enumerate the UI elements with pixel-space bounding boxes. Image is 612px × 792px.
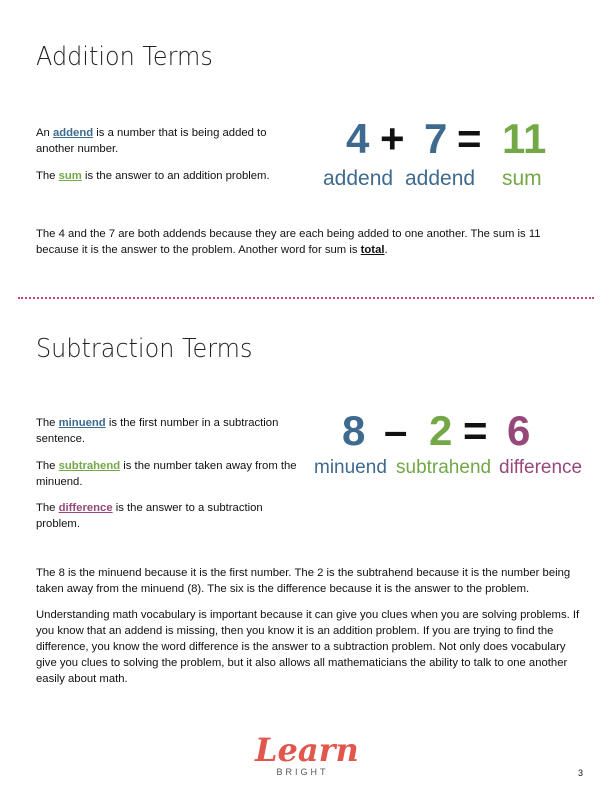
vocabulary-paragraph: Understanding math vocabulary is important because it can give you clues when you are solving problems. If you know that an addend is missing, then you know it is an addition problem. If you are trying to find the difference, you know the word difference is the answer to a subtraction problem. Not only does vocabulary give you clues to solving the problem, but it also allows all mathematicians the ability to talk to one another easily about math. — [36, 609, 580, 685]
addition-title: Addition Terms — [36, 42, 213, 72]
label-difference: difference — [499, 457, 583, 478]
label-minuend: minuend — [314, 457, 387, 478]
sub-eq-a: 8 — [342, 407, 366, 454]
eq-result: 11 — [502, 115, 547, 162]
learn-bright-logo: Learn BRIGHT — [255, 731, 359, 777]
section-divider — [18, 297, 594, 299]
sub-eq-op: – — [384, 407, 408, 454]
eq-op: + — [380, 115, 405, 162]
label-sum: sum — [502, 167, 542, 190]
addend-definition: An addend is a number that is being added to another number. — [36, 127, 267, 155]
subtrahend-definition: The subtrahend is the number taken away from the minuend. — [36, 460, 297, 488]
eq-b: 7 — [424, 115, 448, 162]
page-number: 3 — [578, 768, 584, 778]
difference-definition: The difference is the answer to a subtraction problem. — [36, 502, 263, 530]
label-addend-2: addend — [405, 167, 476, 190]
sub-eq-b: 2 — [429, 407, 453, 454]
subtraction-title: Subtraction Terms — [36, 334, 253, 364]
subtraction-explanation: The 8 is the minuend because it is the first number. The 2 is the subtrahend because it is the number being taken away from the minuend (8). The six is the difference because it is the answer to the problem. — [36, 567, 571, 595]
sub-eq-result: 6 — [507, 407, 531, 454]
addend-term: addend — [52, 127, 94, 139]
label-subtrahend: subtrahend — [396, 457, 492, 478]
eq-equals: = — [457, 115, 482, 162]
label-addend-1: addend — [323, 167, 394, 190]
sum-definition: The sum is the answer to an addition problem. — [36, 170, 270, 182]
minuend-definition: The minuend is the first number in a subtraction sentence. — [36, 417, 279, 445]
addition-explanation: The 4 and the 7 are both addends because they are each being added to one another. The sum is 11 because it is the answer to the problem. Another word for sum is total. — [36, 228, 541, 256]
sub-eq-equals: = — [463, 407, 488, 454]
eq-a: 4 — [346, 115, 370, 162]
sum-term: sum — [58, 170, 82, 182]
